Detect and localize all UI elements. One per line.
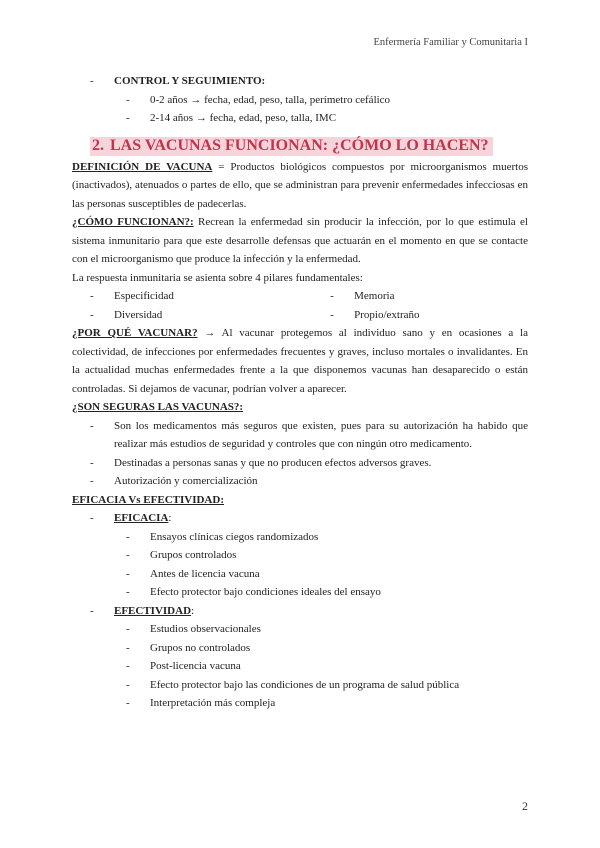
- pilares-list: [72, 287, 528, 324]
- list-item-text: Antes de licencia vacuna: [150, 567, 260, 580]
- bullet-dash: -: [90, 75, 94, 87]
- list-item-text: Destinadas a personas sanas y que no producen efectos adversos graves.: [114, 456, 432, 469]
- definicion-separator: =: [212, 160, 231, 173]
- porque-paragraph: [72, 324, 528, 398]
- section-title: [90, 136, 528, 158]
- list-item-text: Diversidad: [114, 308, 163, 321]
- list-item: [90, 306, 330, 325]
- section-title-text: LAS VACUNAS FUNCIONAN: ¿CÓMO LO HACEN?: [110, 137, 489, 155]
- bullet-dash: -: [330, 290, 334, 302]
- list-item: [72, 620, 528, 639]
- porque-label: ¿POR QUÉ VACUNAR?: [72, 327, 198, 339]
- definicion-label: DEFINICIÓN DE VACUNA: [72, 160, 213, 173]
- list-item-text: Efecto protector bajo las condiciones de un programa de salud pública: [150, 678, 460, 691]
- list-item: [72, 528, 528, 547]
- bullet-dash: -: [126, 112, 130, 124]
- eficacia-colon: :: [168, 512, 172, 524]
- efectividad-title: EFECTIVIDAD: [114, 604, 192, 617]
- efectividad-heading: [72, 602, 528, 621]
- bullet-dash: -: [126, 678, 130, 691]
- bullet-dash: -: [90, 475, 94, 487]
- list-item: [330, 287, 528, 306]
- list-item: [72, 694, 528, 713]
- list-item: [72, 639, 528, 658]
- como-text: Recrean la enfermedad sin producir la infección, por lo que estimula el sistema inmunitario para que este desarrolle defensas que actuarán en el momento en que se contacte con el microorganismo que produce la infección y la enfermedad.: [72, 216, 528, 265]
- bullet-dash: -: [90, 456, 94, 469]
- bullet-dash: -: [90, 308, 94, 321]
- bullet-dash: -: [126, 623, 130, 635]
- bullet-dash: -: [126, 697, 130, 709]
- list-item-text: Efecto protector bajo condiciones ideales del ensayo: [150, 586, 381, 598]
- bullet-dash: -: [126, 549, 130, 561]
- list-item: [72, 109, 528, 128]
- efectividad-colon: :: [191, 604, 195, 617]
- running-header: Enfermería Familiar y Comunitaria I: [373, 37, 528, 48]
- list-item-text: Propio/extraño: [354, 308, 420, 321]
- list-item-text: Memoria: [354, 290, 395, 302]
- seguras-heading: ¿SON SEGURAS LAS VACUNAS?:: [72, 401, 244, 413]
- list-item: [72, 676, 528, 695]
- list-item: [330, 306, 528, 325]
- respuesta-intro: La respuesta inmunitaria se asienta sobre 4 pilares fundamentales:: [72, 271, 363, 284]
- list-item-text: Son los medicamentos más seguros que existen, pues para su autorización ha habido que realizar más estudios de seguridad y controles que con ningún otro medicamento.: [114, 419, 528, 450]
- page-content: [72, 72, 528, 713]
- list-item-text: Especificidad: [114, 290, 174, 302]
- page-number: 2: [522, 799, 528, 813]
- list-item: [72, 546, 528, 565]
- list-item: [90, 287, 330, 306]
- porque-text: → Al vacunar protegemos al individuo sano y en ocasiones a la colectividad, de infecciones por enfermedades frecuentes y graves, incluso mortales o invalidantes. En la actualidad muchas enfermedades frente a la que disponemos vacunas han desaparecido o están controladas. Si dejamos de vacunar, podrían volver a aparecer.: [72, 327, 529, 395]
- list-item: [72, 657, 528, 676]
- list-item-text: Interpretación más compleja: [150, 697, 276, 709]
- list-item-text: Autorización y comercialización: [114, 475, 258, 487]
- bullet-dash: -: [330, 308, 334, 321]
- como-paragraph: [72, 213, 528, 269]
- list-item: [72, 583, 528, 602]
- list-item: [72, 454, 528, 473]
- list-item-text: Grupos controlados: [150, 549, 237, 561]
- list-item-text: Post-licencia vacuna: [150, 660, 241, 672]
- list-item-text: Ensayos clínicas ciegos randomizados: [150, 530, 319, 543]
- list-item-text: 2-14 años → fecha, edad, peso, talla, IMC: [150, 112, 337, 124]
- bullet-dash: -: [90, 512, 94, 524]
- eficacia-heading: [72, 509, 528, 528]
- list-item: [72, 565, 528, 584]
- eficacia-vs-heading: EFICACIA Vs EFECTIVIDAD:: [72, 493, 224, 506]
- control-heading: [72, 72, 528, 91]
- eficacia-title: EFICACIA: [114, 512, 169, 524]
- control-title: CONTROL Y SEGUIMIENTO:: [114, 75, 266, 87]
- bullet-dash: -: [126, 586, 130, 598]
- list-item-text: 0-2 años → fecha, edad, peso, talla, perímetro cefálico: [150, 93, 391, 106]
- definicion-text: Productos biológicos compuestos por microorganismos muertos (inactivados), atenuados o partes de ello, que se administran para prevenir enfermedades infecciosas en las personas susceptibles de padecerlas.: [72, 160, 528, 210]
- definicion-paragraph: [72, 158, 528, 214]
- bullet-dash: -: [126, 530, 130, 543]
- list-item-text: Estudios observacionales: [150, 623, 261, 635]
- bullet-dash: -: [90, 604, 94, 617]
- list-item: [72, 91, 528, 110]
- bullet-dash: -: [90, 290, 94, 302]
- list-item: [72, 417, 528, 454]
- bullet-dash: -: [90, 419, 94, 432]
- bullet-dash: -: [126, 567, 130, 580]
- section-number: 2.: [92, 137, 104, 155]
- como-label: ¿CÓMO FUNCIONAN?:: [72, 216, 194, 228]
- bullet-dash: -: [126, 660, 130, 672]
- bullet-dash: -: [126, 93, 130, 106]
- list-item: [72, 472, 528, 491]
- list-item-text: Grupos no controlados: [150, 641, 251, 654]
- bullet-dash: -: [126, 641, 130, 654]
